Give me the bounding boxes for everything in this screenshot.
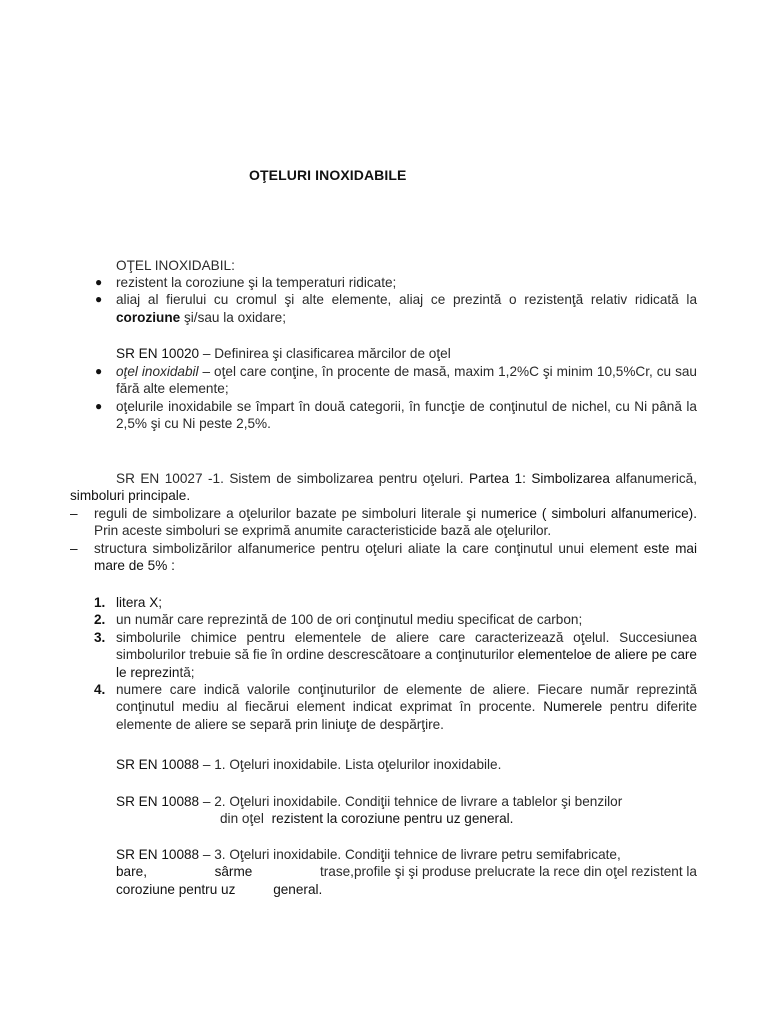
standard-sr-en-10088-1: SR EN 10088 – 1. Oţeluri inoxidabile. Lista oţelurilor inoxidabile. bbox=[116, 757, 502, 772]
list-item: 3. simbolurile chimice pentru elementele de aliere care caracterizează oţelul. Succesiunea simbolurilor trebuie să fie în ordine descrescătoare a conţinuturilor elementeloe de aliere pe care le reprezintă; bbox=[94, 629, 697, 680]
standard-sr-en-10020: SR EN 10020 – Definirea şi clasificarea mărcilor de oţel bbox=[116, 346, 451, 361]
bullet-icon: ● bbox=[95, 398, 103, 413]
sr10020-bullet-list bbox=[90, 363, 697, 433]
document-title: OŢELURI INOXIDABILE bbox=[249, 167, 407, 183]
list-item: 2. un număr care reprezintă de 100 de ori conţinutul mediu specificat de carbon; bbox=[94, 612, 583, 628]
standard-sr-en-10088-2-line2: din oţel rezistent la coroziune pentru uz general. bbox=[220, 811, 514, 826]
section-heading-otel-inoxidabil: OŢEL INOXIDABIL: bbox=[116, 258, 235, 273]
list-item: 1. litera X; bbox=[94, 595, 163, 610]
list-item: 4. numere care indică valorile conţinuturilor de elemente de aliere. Fiecare număr reprezintă conţinutul mediu al fiecărui element indicat exprimat în procente. Numerele pentru diferite elemente de aliere se separă prin liniuţe de despărţire. bbox=[94, 682, 698, 732]
list-item: – structura simbolizărilor alfanumerice pentru oţeluri aliate la care conţinutul unui element este mai mare de 5% : bbox=[70, 540, 698, 574]
list-item: ● rezistent la coroziune şi la temperaturi ridicate; bbox=[95, 275, 397, 290]
standard-sr-en-10088-2: SR EN 10088 – 2. Oţeluri inoxidabile. Condiţii tehnice de livrare a tablelor şi benzilor bbox=[116, 794, 623, 809]
list-item: – reguli de simbolizare a oţelurilor bazate pe simboluri literale şi numerice ( simboluri alfanumerice). Prin aceste simboluri se exprimă anumite caracteristicide bază ale oţelurilor. bbox=[70, 506, 697, 539]
sr10027-dash-list bbox=[70, 505, 697, 575]
section1-bullet-list bbox=[90, 274, 697, 326]
dash-icon: – bbox=[70, 506, 78, 521]
sr10027-numbered-list bbox=[92, 594, 697, 733]
standard-sr-en-10088-3: SR EN 10088 – 3. Oţeluri inoxidabile. Condiţii tehnice de livrare petru semifabricate, bare, sârme trase,profile şi şi produse prelucrate la rece din oţel rezistent la coroziune pentru uz general. bbox=[116, 847, 697, 897]
list-item: ● oţel inoxidabil – oţel care conţine, în procente de masă, maxim 1,2%C şi minim 10,5%Cr, cu sau fără alte elemente; bbox=[95, 364, 697, 397]
bullet-icon: ● bbox=[95, 292, 103, 307]
bullet-icon: ● bbox=[95, 275, 103, 289]
list-item: ● aliaj al fierului cu cromul şi alte elemente, aliaj ce prezintă o rezistenţă relativ ridicată la coroziune şi/sau la oxidare; bbox=[95, 292, 697, 325]
list-item: ● oţelurile inoxidabile se împart în două categorii, în funcţie de conţinutul de nichel, cu Ni până la 2,5% şi cu Ni peste 2,5%. bbox=[95, 398, 697, 432]
standard-sr-en-10027-intro: SR EN 10027 -1. Sistem de simbolizarea pentru oţeluri. Partea 1: Simbolizarea alfanumerică, simboluri principale. bbox=[70, 471, 698, 504]
dash-icon: – bbox=[70, 540, 78, 556]
bullet-icon: ● bbox=[95, 364, 103, 378]
